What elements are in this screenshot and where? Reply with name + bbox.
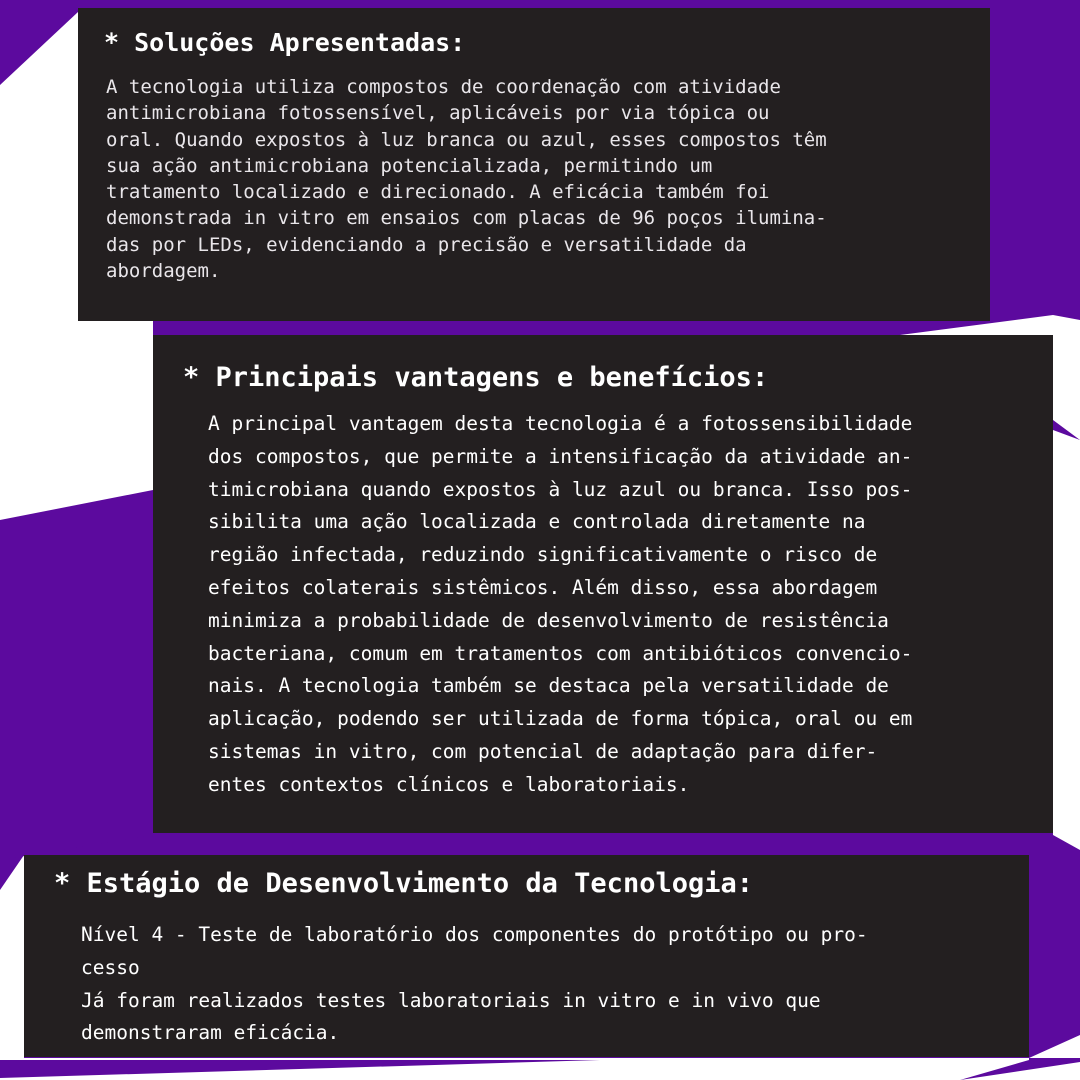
estagio-body: Nível 4 - Teste de laboratório dos componentes do protótipo ou pro- cesso Já foram realizados testes laboratoriais in vitro e in vivo que demonstraram eficácia. [81,923,868,1045]
solucoes-panel [78,8,990,321]
white-shape-bottom-left [0,855,24,1080]
white-shape-right [1053,430,1080,850]
solucoes-body: A tecnologia utiliza compostos de coordenação com atividade antimicrobiana fotossensível, aplicáveis por via tópica ou oral. Quando expostos à luz branca ou azul, esses compostos têm sua ação antimicrobiana potencializada, permitindo um tratamento localizado e direcionado. A eficácia também foi demonstrada in vitro em ensaios com placas de 96 poços ilumina- das por LEDs, evidenciando a precisão e versatilidade da abordagem. [106,76,827,283]
vantagens-heading: * Principais vantagens e benefícios: [183,362,769,393]
solucoes-heading: * Soluções Apresentadas: [104,28,466,57]
estagio-panel [24,855,1029,1057]
estagio-heading: * Estágio de Desenvolvimento da Tecnologia: [54,868,753,899]
purple-wedge-left [0,490,153,860]
vantagens-panel [153,335,1053,833]
vantagens-body: A principal vantagem desta tecnologia é a fotossensibilidade dos compostos, que permite a intensificação da atividade an- timicrobiana quando expostos à luz azul ou branca. Isso pos- sibilita uma ação localizada e controlada diretamente na região infectada, reduzindo significativamente o risco de efeitos colaterais sistêmicos. Além disso, essa abordagem minimiza a probabilidade de desenvolvimento de resistência bacteriana, comum em tratamentos com antibióticos convencio- nais. A tecnologia também se destaca pela versatilidade de aplicação, podendo ser utilizada de forma tópica, oral ou em sistemas in vitro, com potencial de adaptação para difer- entes contextos clínicos e laboratoriais. [208,412,913,796]
